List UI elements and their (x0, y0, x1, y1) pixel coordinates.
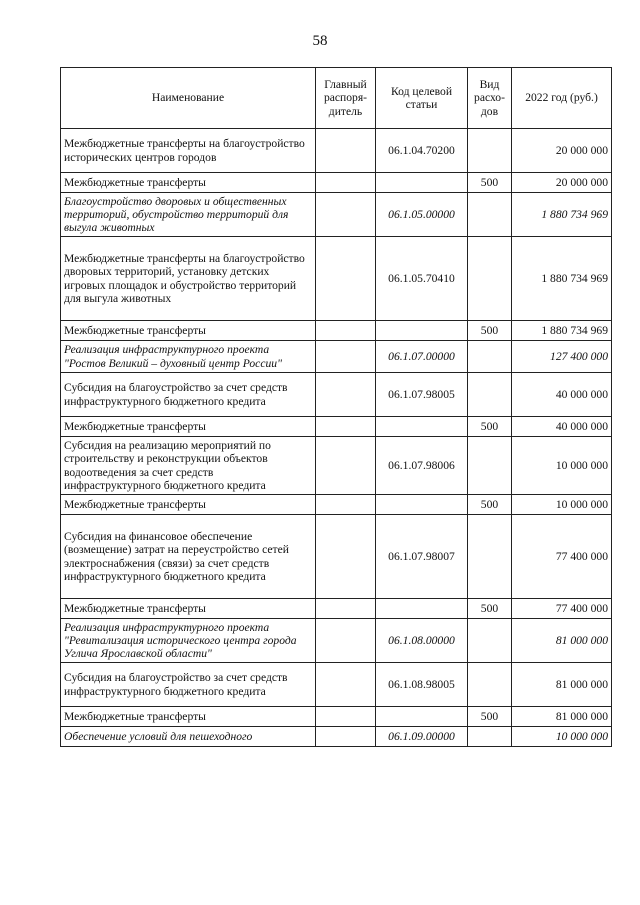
cell-grbs (316, 515, 376, 599)
cell-amount: 1 880 734 969 (512, 193, 612, 237)
header-name: Наименование (61, 68, 316, 129)
header-amount: 2022 год (руб.) (512, 68, 612, 129)
cell-name: Межбюджетные трансферты (61, 495, 316, 515)
cell-name: Субсидия на реализацию мероприятий по строительству и реконструкции объектов водоотведения за счет средств инфраструктурного бюджетного кредита (61, 437, 316, 495)
cell-code (376, 599, 468, 619)
cell-amount: 127 400 000 (512, 341, 612, 373)
cell-vid (468, 237, 512, 321)
table-row (61, 417, 612, 437)
cell-amount: 81 000 000 (512, 707, 612, 727)
cell-vid (468, 341, 512, 373)
cell-name: Благоустройство дворовых и общественных территорий, обустройство территорий для выгула животных (61, 193, 316, 237)
cell-grbs (316, 341, 376, 373)
cell-grbs (316, 193, 376, 237)
cell-amount: 81 000 000 (512, 619, 612, 663)
table-row (61, 373, 612, 417)
cell-code: 06.1.05.00000 (376, 193, 468, 237)
cell-grbs (316, 321, 376, 341)
cell-code: 06.1.04.70200 (376, 129, 468, 173)
cell-vid (468, 437, 512, 495)
table-row (61, 321, 612, 341)
cell-grbs (316, 237, 376, 321)
cell-name: Межбюджетные трансферты (61, 599, 316, 619)
cell-code: 06.1.07.98007 (376, 515, 468, 599)
cell-vid: 500 (468, 599, 512, 619)
cell-vid (468, 373, 512, 417)
cell-grbs (316, 437, 376, 495)
table-row (61, 437, 612, 495)
cell-grbs (316, 417, 376, 437)
table-row (61, 515, 612, 599)
cell-name: Субсидия на финансовое обеспечение (возмещение) затрат на переустройство сетей электроснабжения (связи) за счет средств инфраструктурного бюджетного кредита (61, 515, 316, 599)
cell-vid (468, 129, 512, 173)
cell-amount: 77 400 000 (512, 599, 612, 619)
cell-name: Субсидия на благоустройство за счет средств инфраструктурного бюджетного кредита (61, 663, 316, 707)
cell-name: Межбюджетные трансферты (61, 707, 316, 727)
cell-amount: 20 000 000 (512, 173, 612, 193)
cell-amount: 1 880 734 969 (512, 237, 612, 321)
cell-vid: 500 (468, 707, 512, 727)
cell-name: Межбюджетные трансферты (61, 417, 316, 437)
cell-amount: 20 000 000 (512, 129, 612, 173)
cell-vid (468, 727, 512, 747)
cell-code: 06.1.07.00000 (376, 341, 468, 373)
cell-name: Межбюджетные трансферты (61, 321, 316, 341)
cell-grbs (316, 599, 376, 619)
cell-vid (468, 193, 512, 237)
cell-grbs (316, 129, 376, 173)
table-row (61, 619, 612, 663)
cell-code: 06.1.05.70410 (376, 237, 468, 321)
cell-amount: 10 000 000 (512, 437, 612, 495)
cell-amount: 81 000 000 (512, 663, 612, 707)
cell-grbs (316, 373, 376, 417)
cell-name: Реализация инфраструктурного проекта "Ревитализация исторического центра города Углича Ярославской области" (61, 619, 316, 663)
cell-code (376, 707, 468, 727)
cell-name: Межбюджетные трансферты на благоустройство дворовых территорий, установку детских игровых площадок и обустройство территорий для выгула животных (61, 237, 316, 321)
header-grbs: Главный распоря- дитель (316, 68, 376, 129)
cell-amount: 1 880 734 969 (512, 321, 612, 341)
table-row (61, 727, 612, 747)
cell-amount: 40 000 000 (512, 373, 612, 417)
cell-code: 06.1.08.98005 (376, 663, 468, 707)
table-row (61, 173, 612, 193)
cell-code: 06.1.08.00000 (376, 619, 468, 663)
cell-grbs (316, 727, 376, 747)
cell-code: 06.1.07.98005 (376, 373, 468, 417)
page-number: 58 (312, 33, 328, 49)
cell-amount: 10 000 000 (512, 495, 612, 515)
cell-code: 06.1.07.98006 (376, 437, 468, 495)
cell-grbs (316, 173, 376, 193)
cell-grbs (316, 663, 376, 707)
table-row (61, 129, 612, 173)
cell-vid: 500 (468, 321, 512, 341)
cell-grbs (316, 619, 376, 663)
cell-amount: 77 400 000 (512, 515, 612, 599)
cell-code: 06.1.09.00000 (376, 727, 468, 747)
cell-vid (468, 515, 512, 599)
budget-table (60, 67, 612, 747)
cell-name: Субсидия на благоустройство за счет средств инфраструктурного бюджетного кредита (61, 373, 316, 417)
cell-vid: 500 (468, 173, 512, 193)
cell-name: Обеспечение условий для пешеходного (61, 727, 316, 747)
table-header-row (61, 68, 612, 129)
cell-grbs (316, 495, 376, 515)
table-row (61, 495, 612, 515)
table-row (61, 663, 612, 707)
cell-amount: 10 000 000 (512, 727, 612, 747)
cell-vid (468, 619, 512, 663)
cell-code (376, 321, 468, 341)
header-vid: Вид расхо- дов (468, 68, 512, 129)
cell-vid: 500 (468, 495, 512, 515)
cell-code (376, 173, 468, 193)
table-body (61, 129, 612, 747)
cell-vid: 500 (468, 417, 512, 437)
header-code: Код целевой статьи (376, 68, 468, 129)
table-row (61, 599, 612, 619)
table-row (61, 193, 612, 237)
table-row (61, 237, 612, 321)
cell-amount: 40 000 000 (512, 417, 612, 437)
cell-name: Межбюджетные трансферты (61, 173, 316, 193)
cell-name: Межбюджетные трансферты на благоустройство исторических центров городов (61, 129, 316, 173)
cell-code (376, 495, 468, 515)
table-row (61, 341, 612, 373)
table-row (61, 707, 612, 727)
cell-name: Реализация инфраструктурного проекта "Ростов Великий – духовный центр России" (61, 341, 316, 373)
cell-code (376, 417, 468, 437)
cell-vid (468, 663, 512, 707)
cell-grbs (316, 707, 376, 727)
